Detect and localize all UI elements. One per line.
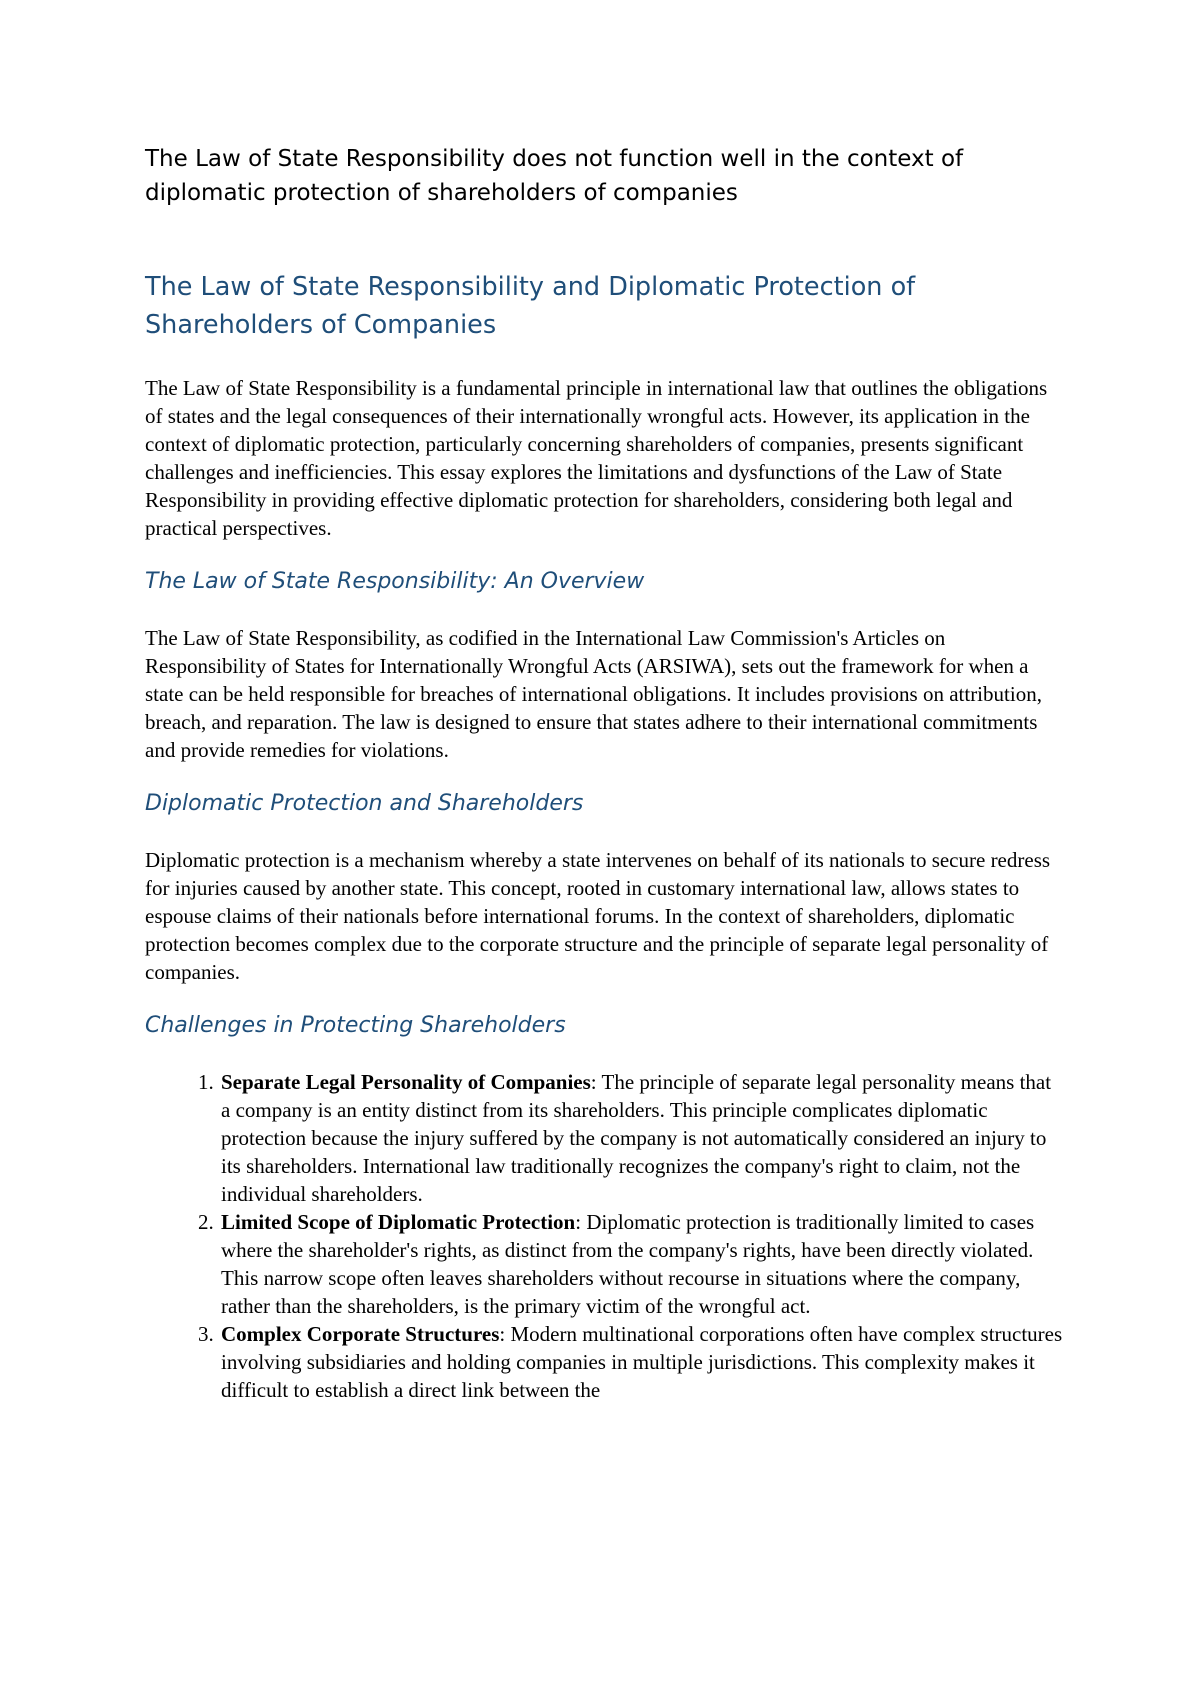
section-heading-overview: The Law of State Responsibility: An Overview <box>145 569 645 594</box>
list-item <box>219 1320 1063 1404</box>
list-item-text: : The principle of separate legal personality means that a company is an entity distinct from its shareholders. This principle complicates diplomatic protection because the injury suffered by the company is not automatically considered an injury to its shareholders. International law traditionally recognizes the company's right to claim, not the individual shareholders. <box>221 1070 1052 1206</box>
document-content <box>145 142 1063 1404</box>
main-heading: The Law of State Responsibility and Diplomatic Protection of Shareholders of Companies <box>145 272 916 340</box>
list-item-title: Complex Corporate Structures <box>221 1322 500 1346</box>
list-item-title: Separate Legal Personality of Companies <box>221 1070 591 1094</box>
challenges-list <box>145 1068 1063 1404</box>
section-paragraph-diplomatic-protection: Diplomatic protection is a mechanism whereby a state intervenes on behalf of its nationals to secure redress for injuries caused by another state. This concept, rooted in customary international law, allows states to espouse claims of their nationals before international forums. In the context of shareholders, diplomatic protection becomes complex due to the corporate structure and the principle of separate legal personality of companies. <box>145 848 1051 984</box>
list-item-text: : Modern multinational corporations often have complex structures involving subsidiaries and holding companies in multiple jurisdictions. This complexity makes it difficult to establish a direct link between the <box>221 1322 1063 1402</box>
list-item-title: Limited Scope of Diplomatic Protection <box>221 1210 576 1234</box>
intro-paragraph: The Law of State Responsibility is a fundamental principle in international law that outlines the obligations of states and the legal consequences of their internationally wrongful acts. However, its application in the context of diplomatic protection, particularly concerning shareholders of companies, presents significant challenges and inefficiencies. This essay explores the limitations and dysfunctions of the Law of State Responsibility in providing effective diplomatic protection for shareholders, considering both legal and practical perspectives. <box>145 376 1048 540</box>
list-item-text: : Diplomatic protection is traditionally limited to cases where the shareholder's rights, as distinct from the company's rights, have been directly violated. This narrow scope often leaves shareholders without recourse in situations where the company, rather than the shareholders, is the primary victim of the wrongful act. <box>221 1210 1035 1318</box>
section-heading-diplomatic-protection: Diplomatic Protection and Shareholders <box>145 791 584 816</box>
section-heading-challenges: Challenges in Protecting Shareholders <box>145 1013 566 1038</box>
document-title: The Law of State Responsibility does not function well in the context of diplomatic protection of shareholders of companies <box>145 146 964 206</box>
list-item <box>219 1208 1063 1320</box>
list-item <box>219 1068 1063 1208</box>
section-paragraph-overview: The Law of State Responsibility, as codified in the International Law Commission's Articles on Responsibility of States for Internationally Wrongful Acts (ARSIWA), sets out the framework for when a state can be held responsible for breaches of international obligations. It includes provisions on attribution, breach, and reparation. The law is designed to ensure that states adhere to their international commitments and provide remedies for violations. <box>145 626 1042 762</box>
